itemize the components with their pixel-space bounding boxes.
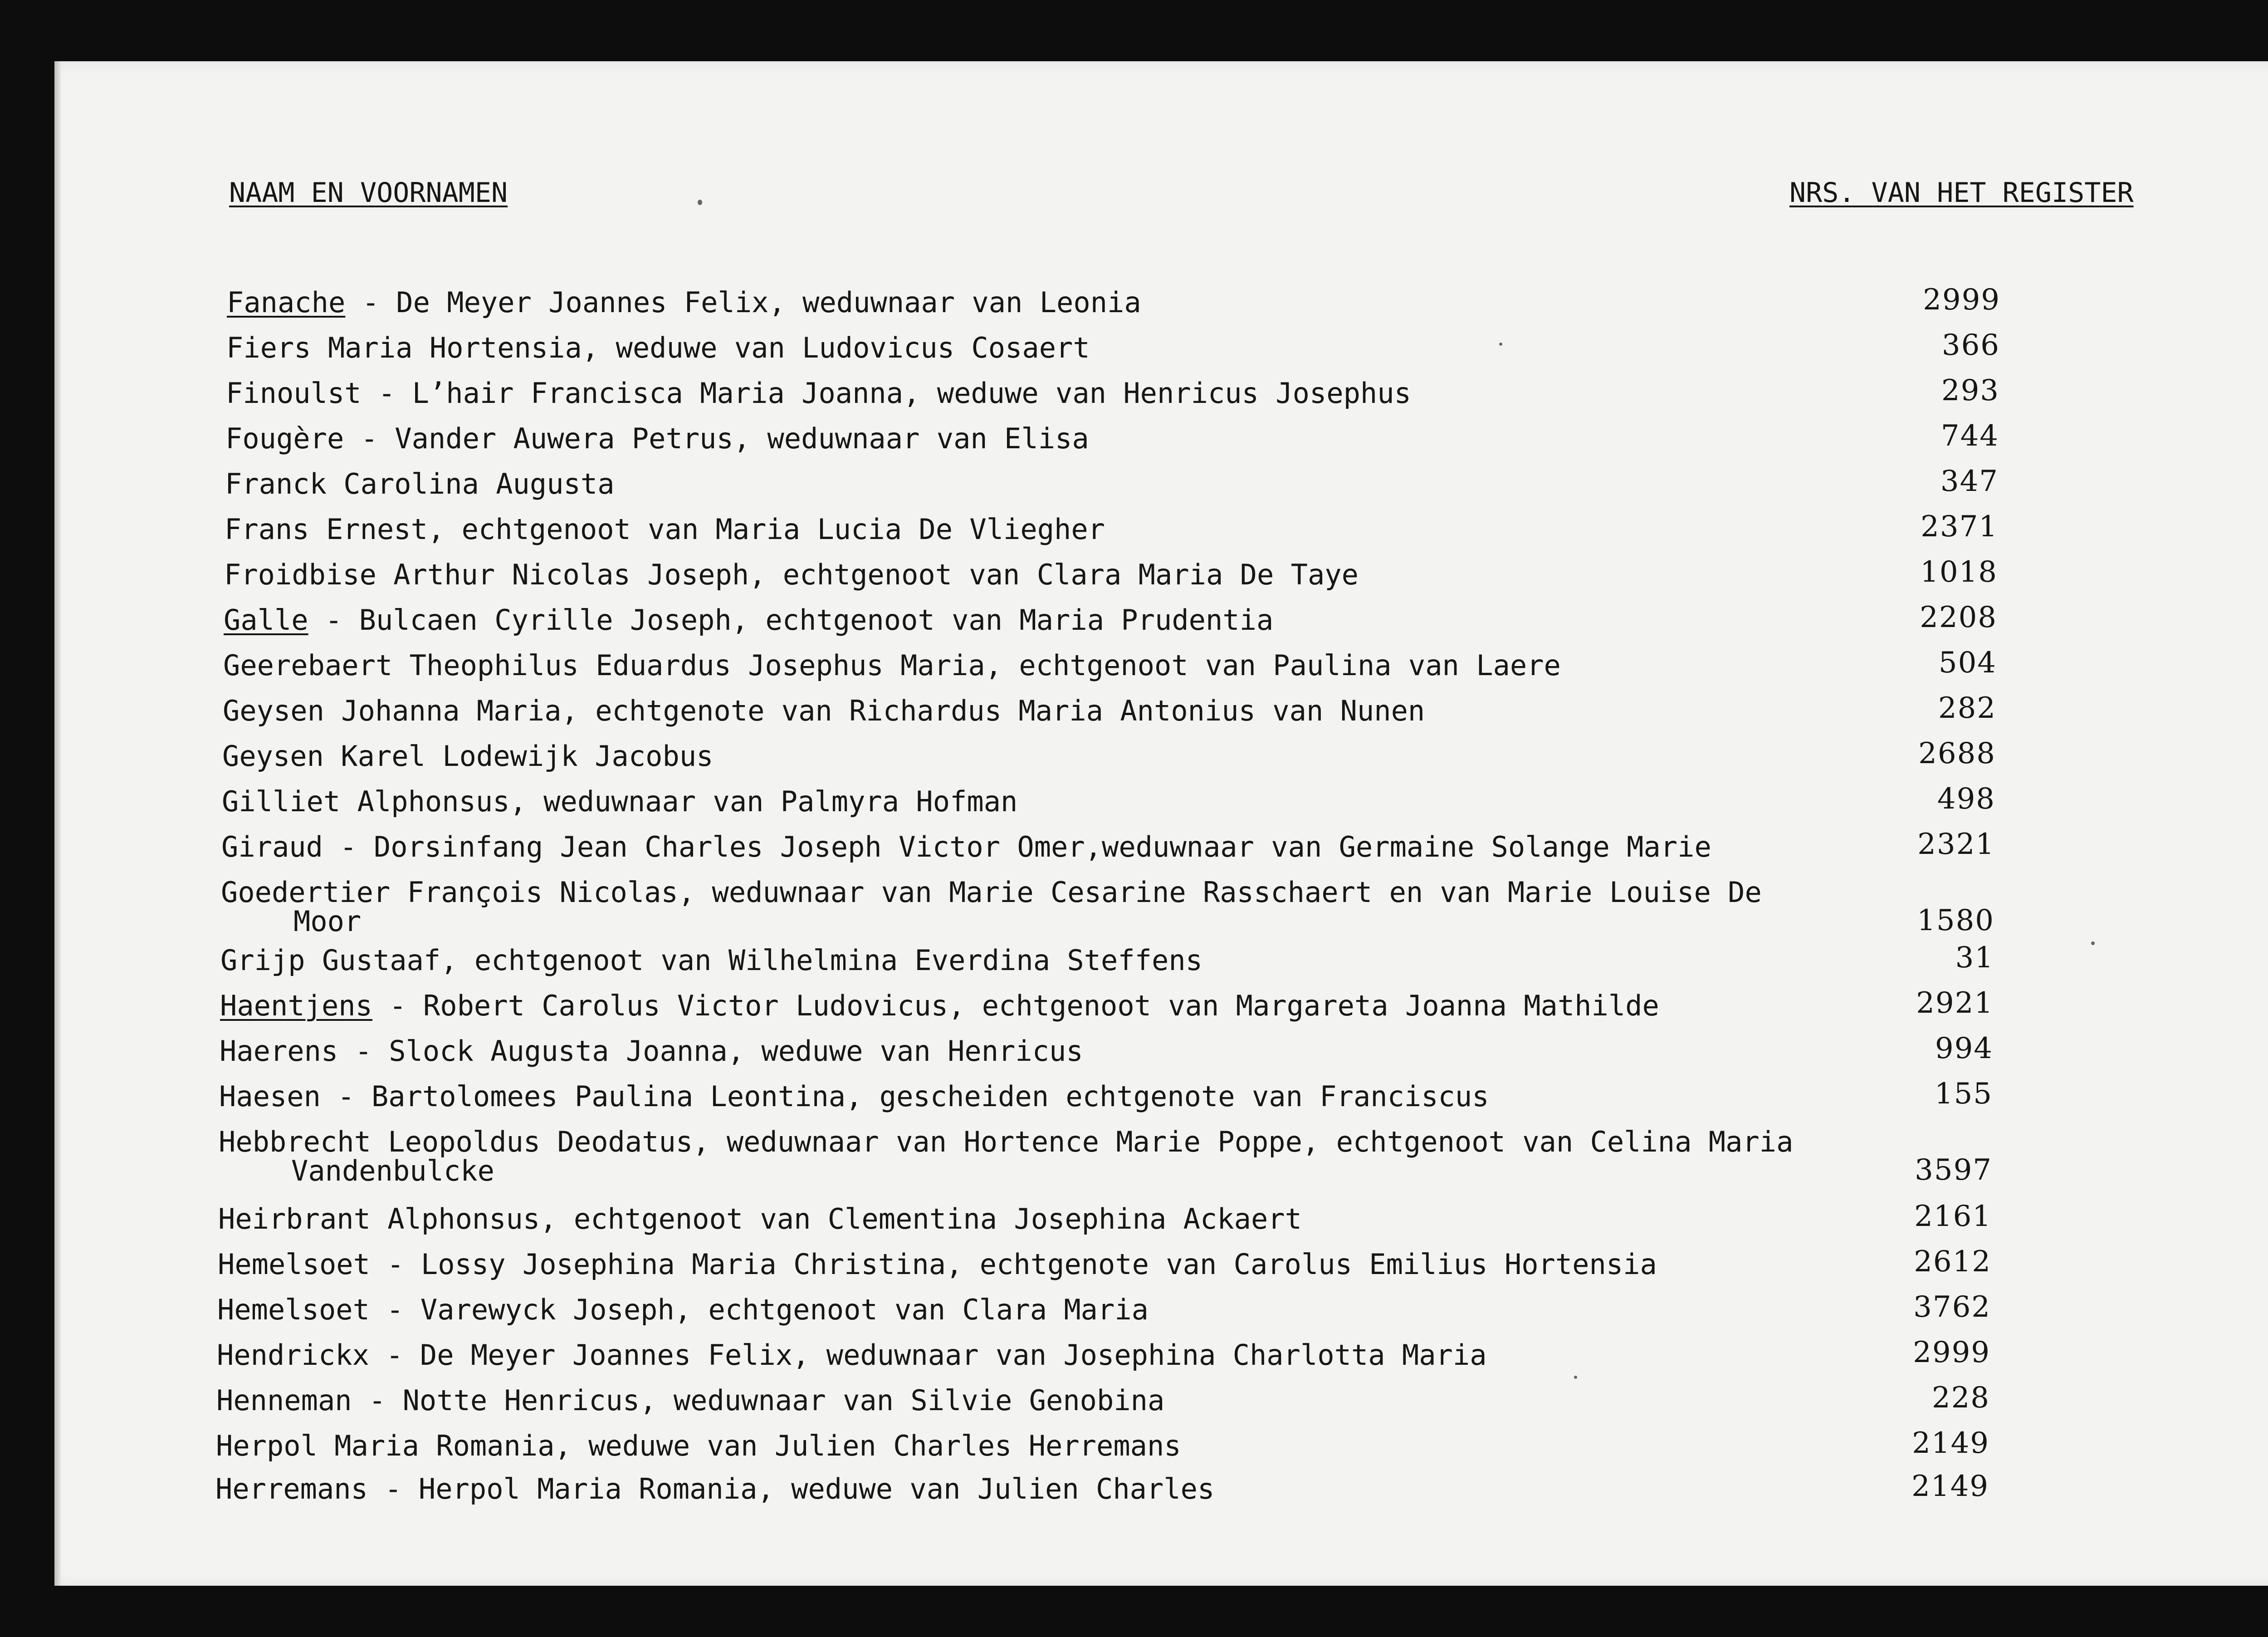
register-number: 155 (1934, 1077, 1993, 1111)
entry-text: Froidbise Arthur Nicolas Joseph, echtgenoot van Clara Maria De Taye (224, 558, 1359, 591)
register-number: 2321 (1917, 828, 1995, 861)
speck-mark (2091, 941, 2095, 945)
register-number: 366 (1941, 328, 2000, 362)
entry-text: Hendrickx - De Meyer Joannes Felix, weduwnaar van Josephina Charlotta Maria (217, 1338, 1487, 1372)
entry-surname: Fanache (227, 286, 346, 319)
entry-name (221, 876, 1762, 909)
entry-name (224, 558, 1359, 591)
entry-text: Goedertier François Nicolas, weduwnaar van Marie Cesarine Rasschaert en van Marie Louise De (221, 876, 1762, 909)
entry-text: Hemelsoet - Lossy Josephina Maria Christina, echtgenote van Carolus Emilius Hortensia (218, 1248, 1657, 1281)
entry-name (225, 513, 1105, 546)
register-number: 347 (1940, 465, 1999, 498)
entry-name (219, 1080, 1489, 1113)
entry-text: Heirbrant Alphonsus, echtgenoot van Clementina Josephina Ackaert (218, 1202, 1302, 1235)
entry-name (219, 1125, 1793, 1158)
entry-name (226, 377, 1411, 410)
entry-surname: Galle (224, 603, 308, 637)
register-number: 994 (1935, 1032, 1993, 1065)
entry-name (225, 467, 615, 500)
entry-text: Haesen - Bartolomees Paulina Leontina, gescheiden echtgenote van Franciscus (219, 1080, 1489, 1113)
register-number: 2149 (1911, 1470, 1989, 1503)
entry-text: Geerebaert Theophilus Eduardus Josephus Maria, echtgenoot van Paulina van Laere (223, 649, 1561, 682)
entry-text: Franck Carolina Augusta (225, 467, 615, 500)
register-number: 2999 (1923, 283, 2000, 317)
entry-text: Finoulst - L’hair Francisca Maria Joanna, weduwe van Henricus Josephus (226, 377, 1411, 410)
entry-text: Hebbrecht Leopoldus Deodatus, weduwnaar van Hortence Marie Poppe, echtgenoot van Celina Maria (219, 1125, 1794, 1158)
entry-text: - De Meyer Joannes Felix, weduwnaar van Leonia (345, 286, 1141, 319)
register-number: 31 (1955, 941, 1994, 975)
register-number: 282 (1938, 691, 1996, 725)
register-number: 3597 (1915, 1153, 1992, 1187)
entry-name (216, 1384, 1164, 1417)
entry-name (223, 649, 1561, 682)
entry-text: Herpol Maria Romania, weduwe van Julien Charles Herremans (216, 1429, 1181, 1462)
register-number: 2161 (1914, 1200, 1992, 1233)
entry-text: Gilliet Alphonsus, weduwnaar van Palmyra Hofman (222, 785, 1018, 818)
entry-name (220, 989, 1659, 1022)
register-number: 504 (1938, 646, 1997, 680)
entry-name (227, 286, 1141, 319)
entry-name (221, 830, 1711, 863)
entry-text: Geysen Johanna Maria, echtgenote van Richardus Maria Antonius van Nunen (223, 694, 1425, 727)
speck-mark (1499, 343, 1502, 346)
entry-text: - Robert Carolus Victor Ludovicus, echtgenoot van Margareta Joanna Mathilde (372, 989, 1659, 1022)
register-number: 2688 (1918, 737, 1996, 770)
entry-name (220, 944, 1202, 977)
entry-continuation: Moor (293, 905, 362, 938)
entry-surname: Haentjens (220, 989, 372, 1022)
register-number: 744 (1941, 419, 1999, 453)
speck-mark (698, 200, 702, 205)
register-number: 2612 (1914, 1245, 1991, 1279)
entry-name (222, 740, 714, 773)
entry-text: Giraud - Dorsinfang Jean Charles Joseph Victor Omer,weduwnaar van Germaine Solange Marie (221, 830, 1711, 863)
entry-name (220, 1034, 1083, 1068)
entry-name (223, 694, 1425, 727)
entry-text: Frans Ernest, echtgenoot van Maria Lucia De Vliegher (225, 513, 1105, 546)
register-number: 228 (1931, 1381, 1990, 1415)
entry-text: Fougère - Vander Auwera Petrus, weduwnaar van Elisa (225, 422, 1089, 455)
entry-continuation: Vandenbulcke (291, 1154, 494, 1187)
sheet-edge (54, 61, 61, 1586)
register-number: 3762 (1913, 1290, 1991, 1324)
entry-text: Fiers Maria Hortensia, weduwe van Ludovicus Cosaert (226, 331, 1090, 364)
column-header-register-number: NRS. VAN HET REGISTER (1789, 177, 2134, 209)
entry-name (226, 331, 1090, 364)
register-number: 1580 (1917, 904, 1994, 937)
entry-name (222, 785, 1017, 818)
register-number: 1018 (1920, 555, 1998, 589)
entry-text: Geysen Karel Lodewijk Jacobus (222, 740, 714, 773)
entry-name (216, 1429, 1181, 1462)
entry-name (217, 1293, 1149, 1326)
column-header-name: NAAM EN VOORNAMEN (229, 177, 508, 209)
register-number: 498 (1937, 782, 1995, 816)
entry-name (225, 422, 1089, 455)
entry-text: Haerens - Slock Augusta Joanna, weduwe van Henricus (220, 1034, 1083, 1068)
entry-text: Hemelsoet - Varewyck Joseph, echtgenoot van Clara Maria (217, 1293, 1149, 1326)
entry-name (217, 1338, 1487, 1372)
entry-text: Henneman - Notte Henricus, weduwnaar van Silvie Genobina (216, 1384, 1165, 1417)
entry-text: Herremans - Herpol Maria Romania, weduwe van Julien Charles (215, 1472, 1215, 1505)
entry-name (224, 603, 1273, 637)
speck-mark (1574, 1376, 1577, 1379)
register-number: 293 (1941, 374, 1999, 407)
register-number: 2371 (1921, 510, 1998, 544)
entry-name (218, 1248, 1657, 1281)
entry-text: Grijp Gustaaf, echtgenoot van Wilhelmina Everdina Steffens (220, 944, 1202, 977)
register-number: 2921 (1916, 986, 1994, 1020)
register-number: 2149 (1912, 1426, 1989, 1460)
register-number: 2999 (1913, 1336, 1990, 1369)
entry-text: - Bulcaen Cyrille Joseph, echtgenoot van Maria Prudentia (308, 603, 1274, 637)
register-number: 2208 (1920, 601, 1997, 634)
entry-name (215, 1472, 1214, 1505)
entry-name (218, 1202, 1302, 1235)
